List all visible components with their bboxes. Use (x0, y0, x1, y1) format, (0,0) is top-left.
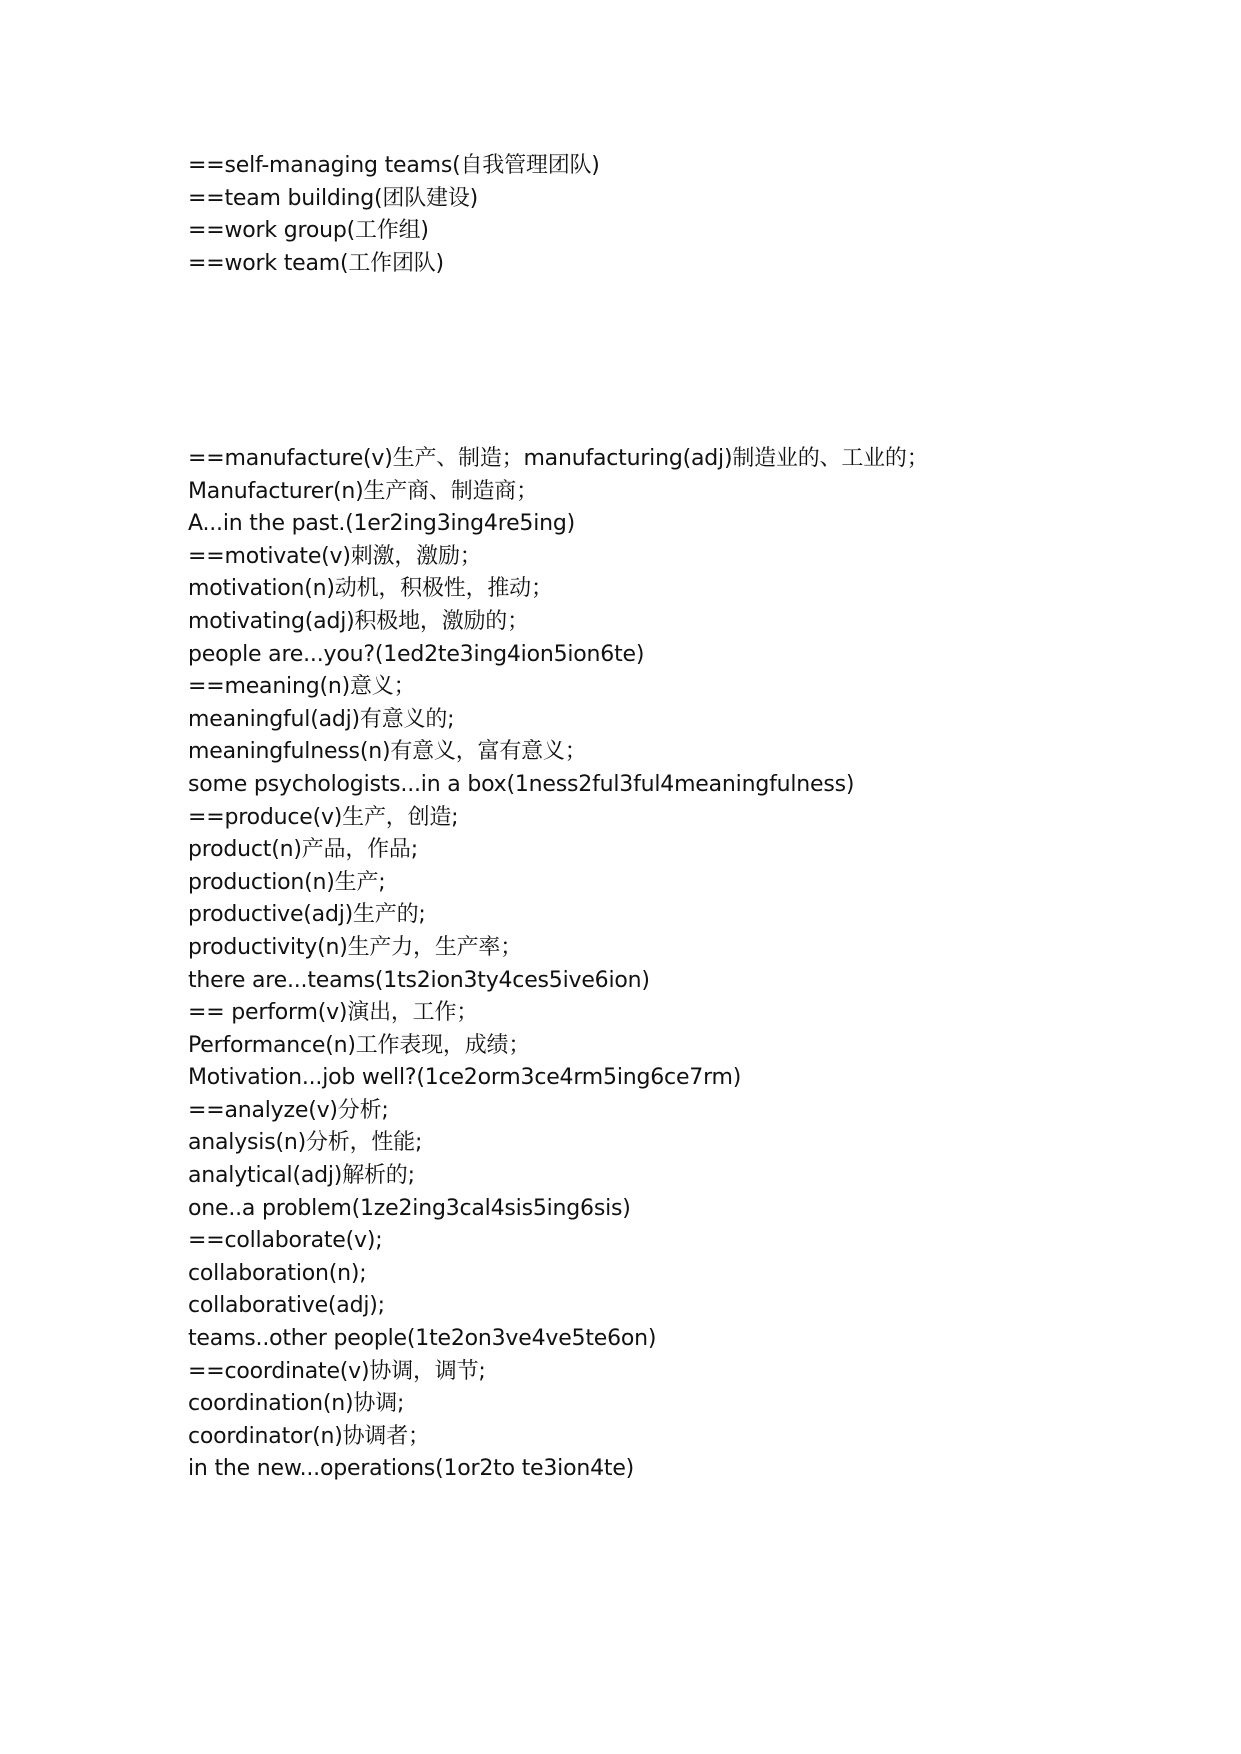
text-line: ==motivate(v)刺激，激励； (188, 543, 482, 569)
text-line: there are...teams(1ts2ion3ty4ces5ive6ion) (188, 967, 650, 993)
text-line: ==meaning(n)意义； (188, 674, 416, 700)
text-line: ==work group(工作组) (188, 218, 429, 244)
text-line: people are...you?(1ed2te3ing4ion5ion6te) (188, 641, 645, 667)
text-line: meaningfulness(n)有意义，富有意义； (188, 739, 587, 765)
text-line: one..a problem(1ze2ing3cal4sis5ing6sis) (188, 1195, 631, 1221)
text-line: == perform(v)演出，工作； (188, 1000, 479, 1026)
text-line: ==team building(团队建设) (188, 185, 479, 211)
text-line: collaboration(n); (188, 1260, 367, 1286)
text-line: motivation(n)动机，积极性，推动； (188, 576, 553, 602)
text-line: coordination(n)协调; (188, 1391, 405, 1417)
text-line: A...in the past.(1er2ing3ing4re5ing) (188, 511, 576, 537)
text-line: production(n)生产; (188, 869, 386, 895)
text-line: meaningful(adj)有意义的; (188, 706, 455, 732)
text-line: coordinator(n)协调者； (188, 1423, 430, 1449)
text-line: collaborative(adj); (188, 1293, 385, 1319)
text-line: productive(adj)生产的; (188, 902, 426, 928)
text-line: Manufacturer(n)生产商、制造商； (188, 478, 538, 504)
text-line: ==collaborate(v); (188, 1228, 383, 1254)
text-line: teams..other people(1te2on3ve4ve5te6on) (188, 1326, 657, 1352)
text-line: ==analyze(v)分析; (188, 1097, 389, 1123)
text-line: some psychologists...in a box(1ness2ful3ful4meaningfulness) (188, 771, 855, 797)
text-line: in the new...operations(1or2to te3ion4te) (188, 1456, 635, 1482)
text-line: motivating(adj)积极地，激励的； (188, 608, 529, 634)
text-line: product(n)产品，作品; (188, 837, 418, 863)
vocabulary-block (188, 443, 1188, 1486)
text-line: Performance(n)工作表现，成绩； (188, 1032, 531, 1058)
team-terms-block (188, 150, 1188, 280)
text-line: ==produce(v)生产，创造; (188, 804, 459, 830)
text-line: ==coordinate(v)协调，调节; (188, 1358, 486, 1384)
text-line: Motivation...job well?(1ce2orm3ce4rm5ing6ce7rm) (188, 1065, 742, 1091)
text-line: analytical(adj)解析的; (188, 1163, 415, 1189)
text-line: analysis(n)分析，性能; (188, 1130, 423, 1156)
text-line: ==self-managing teams(自我管理团队) (188, 153, 600, 178)
text-line: ==manufacture(v)生产、制造；manufacturing(adj)制造业的、工业的； (188, 446, 929, 471)
text-line: productivity(n)生产力，生产率； (188, 934, 523, 960)
text-line: ==work team(工作团队) (188, 250, 444, 276)
